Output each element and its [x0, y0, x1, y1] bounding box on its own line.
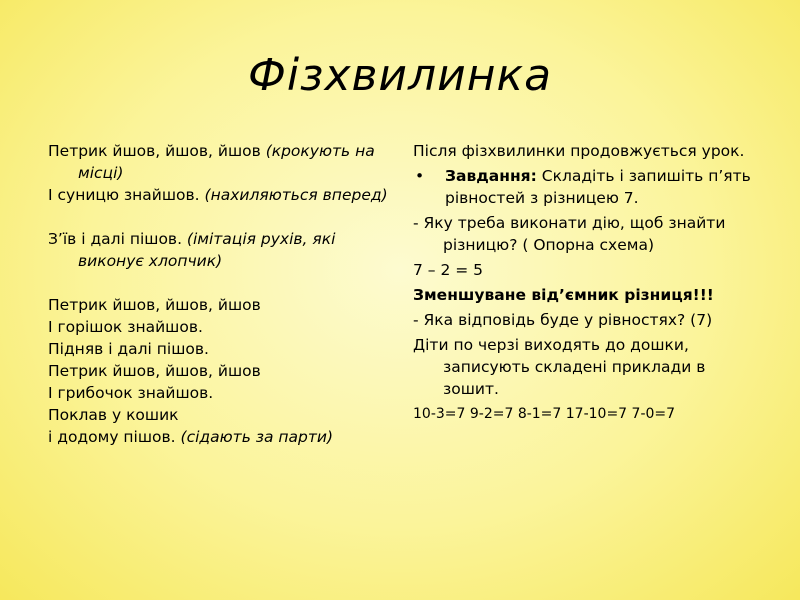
poem-line-5: І горішок знайшов. [48, 318, 203, 336]
equations-line: 10-3=7 9-2=7 8-1=7 17-10=7 7-0=7 [413, 406, 676, 422]
slide-title: Фізхвилинка [247, 50, 553, 101]
poem-text: Петрик йшов, йшов, йшов [48, 142, 266, 160]
poem-line-6: Підняв і далі пішов. [48, 340, 209, 358]
poem-line-9: Поклав у кошик [48, 406, 179, 424]
poem-instruction: (крокують на місці) [78, 142, 375, 182]
poem-line-3 [48, 228, 388, 272]
poem-column [48, 140, 388, 448]
poem-line-10 [48, 426, 388, 448]
bullet-icon: • [415, 167, 425, 185]
example-equation: 7 – 2 = 5 [413, 261, 484, 279]
lesson-para-6: - Яка відповідь буде у рівностях? (7) [413, 311, 713, 329]
poem-line-1 [48, 140, 388, 184]
task-label: Завдання: [445, 167, 537, 185]
poem-text: і додому пішов. [48, 428, 181, 446]
poem-instruction: (нахиляються вперед) [204, 186, 388, 204]
poem-instruction: (імітація рухів, які виконує хлопчик) [78, 230, 336, 270]
task-text: Складіть і запишіть п’ять рівностей з різницею 7. [445, 167, 751, 207]
lesson-para-3: - Яку треба виконати дію, щоб знайти різницю? ( Опорна схема) [413, 214, 726, 254]
poem-text: І суницю знайшов. [48, 186, 205, 204]
lesson-para-1: Після фізхвилинки продовжується урок. [413, 142, 745, 160]
poem-line-4: Петрик йшов, йшов, йшов [48, 296, 261, 314]
poem-line-7: Петрик йшов, йшов, йшов [48, 362, 261, 380]
poem-text: З’їв і далі пішов. [48, 230, 187, 248]
terms-line: Зменшуване від’ємник різниця!!! [413, 286, 714, 304]
lesson-column [413, 140, 758, 428]
poem-instruction: (сідають за парти) [180, 428, 334, 446]
task-bullet [413, 165, 758, 209]
poem-line-8: І грибочок знайшов. [48, 384, 214, 402]
poem-line-2 [48, 184, 388, 206]
lesson-para-7: Діти по черзі виходять до дошки, записують складені приклади в зошит. [413, 336, 706, 398]
